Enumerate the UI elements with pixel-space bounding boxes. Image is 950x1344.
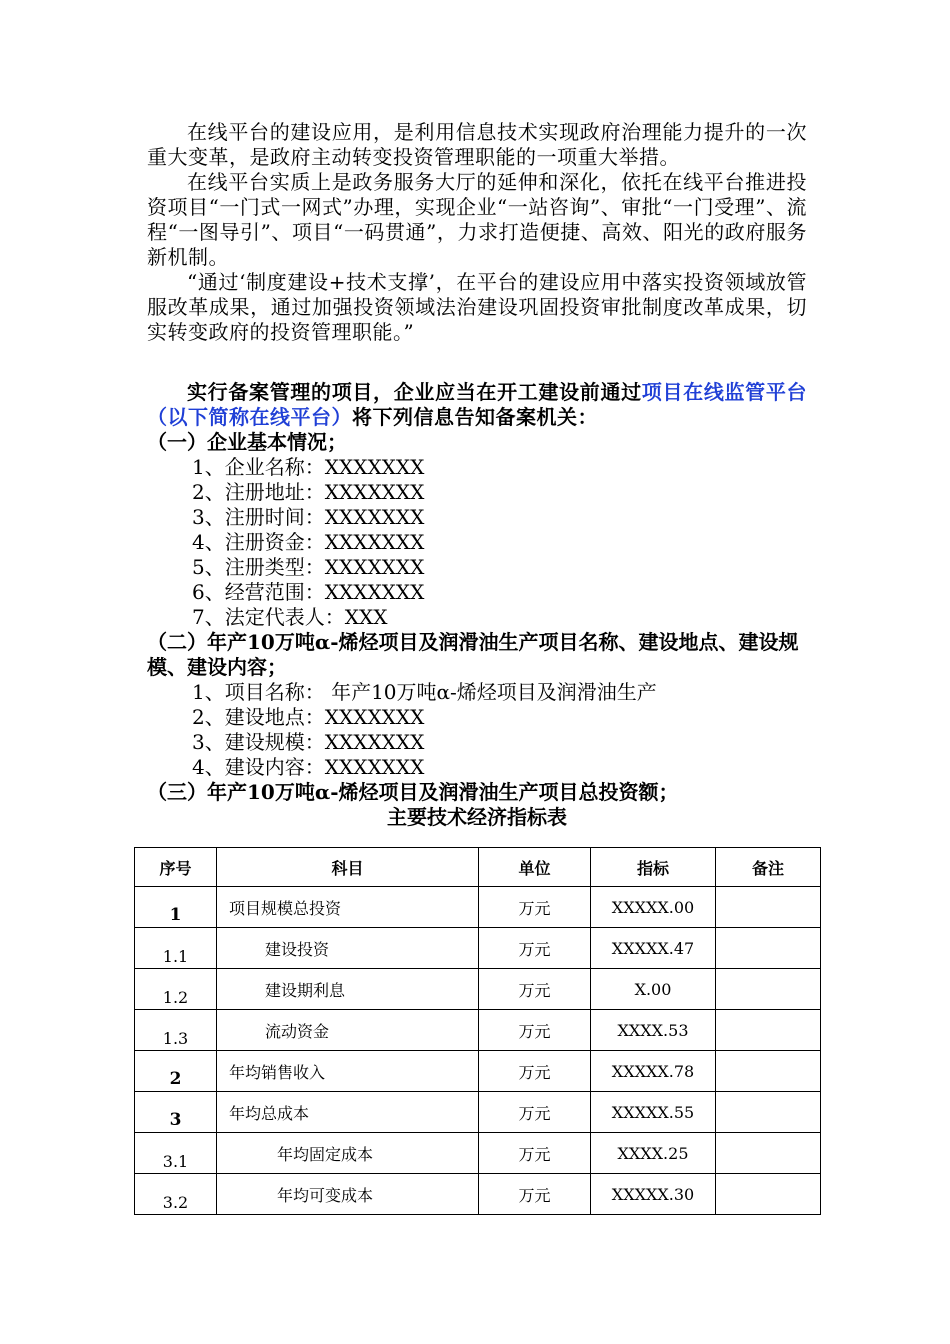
list-item: 5、注册类型：XXXXXXX xyxy=(192,555,425,579)
list-item: 2、建设地点：XXXXXXX xyxy=(192,705,425,729)
list-item: 4、注册资金：XXXXXXX xyxy=(192,530,425,554)
filing-lead: 实行备案管理的项目，企业应当在开工建设前通过 xyxy=(187,380,642,404)
row-unit: 万元 xyxy=(479,887,591,928)
intro-paragraph-3: “通过‘制度建设+技术支撑’，在平台的建设应用中落实投资领域放管服改革成果，通过加强投资领域法治建设巩固投资审批制度改革成果，切实转变政府的投资管理职能。” xyxy=(147,270,807,344)
row-no: 3.1 xyxy=(135,1133,217,1174)
header-unit: 单位 xyxy=(479,848,591,887)
row-unit: 万元 xyxy=(479,1051,591,1092)
filing-tail: 将下列信息告知备案机关： xyxy=(352,405,598,429)
row-unit: 万元 xyxy=(479,1174,591,1215)
table-row xyxy=(135,1133,821,1174)
row-name: 建设投资 xyxy=(217,928,479,969)
row-no: 3.2 xyxy=(135,1174,217,1215)
intro-paragraph-2: 在线平台实质上是政务服务大厅的延伸和深化，依托在线平台推进投资项目“一门式一网式”办理，实现企业“一站咨询”、审批“一门受理”、流程“一图导引”、项目“一码贯通”，力求打造便捷、高效、阳光的政府服务新机制。 xyxy=(147,170,807,269)
row-note xyxy=(716,1174,821,1215)
row-note xyxy=(716,887,821,928)
platform-link[interactable]: 项目在线监管平台（以下简称在线平台） xyxy=(147,380,808,429)
row-value: XXXXX.78 xyxy=(591,1051,716,1092)
row-name: 年均总成本 xyxy=(217,1092,479,1133)
intro-paragraph-1: 在线平台的建设应用，是利用信息技术实现政府治理能力提升的一次重大变革，是政府主动转变投资管理职能的一项重大举措。 xyxy=(147,120,807,169)
table-title: 主要技术经济指标表 xyxy=(387,805,567,829)
row-value: XXXXX.47 xyxy=(591,928,716,969)
row-no: 1 xyxy=(135,887,217,928)
document-body xyxy=(147,120,807,829)
row-name: 年均可变成本 xyxy=(217,1174,479,1215)
table-row xyxy=(135,1174,821,1215)
spacer xyxy=(147,345,807,380)
row-name: 年均销售收入 xyxy=(217,1051,479,1092)
table-row xyxy=(135,1010,821,1051)
row-no: 3 xyxy=(135,1092,217,1133)
header-note: 备注 xyxy=(716,848,821,887)
row-no: 1.1 xyxy=(135,928,217,969)
row-unit: 万元 xyxy=(479,1092,591,1133)
filing-paragraph xyxy=(147,380,807,430)
row-name: 项目规模总投资 xyxy=(217,887,479,928)
table-row xyxy=(135,887,821,928)
indicator-table xyxy=(134,847,821,1215)
row-unit: 万元 xyxy=(479,1010,591,1051)
row-name: 年均固定成本 xyxy=(217,1133,479,1174)
table-row xyxy=(135,928,821,969)
row-name: 建设期利息 xyxy=(217,969,479,1010)
list-item: 1、企业名称：XXXXXXX xyxy=(192,455,425,479)
row-unit: 万元 xyxy=(479,1133,591,1174)
row-note xyxy=(716,1092,821,1133)
table-row xyxy=(135,1051,821,1092)
row-note xyxy=(716,969,821,1010)
row-value: XXXX.53 xyxy=(591,1010,716,1051)
row-unit: 万元 xyxy=(479,969,591,1010)
row-value: XXXXX.30 xyxy=(591,1174,716,1215)
list-item: 6、经营范围：XXXXXXX xyxy=(192,580,425,604)
row-no: 2 xyxy=(135,1051,217,1092)
list-item: 4、建设内容：XXXXXXX xyxy=(192,755,425,779)
list-item: 7、法定代表人：XXX xyxy=(192,605,388,629)
section-3-heading: （三）年产10万吨α-烯烃项目及润滑油生产项目总投资额； xyxy=(147,780,679,804)
section-1-heading: （一）企业基本情况； xyxy=(147,430,347,454)
header-no: 序号 xyxy=(135,848,217,887)
list-item: 1、项目名称： 年产10万吨α-烯烃项目及润滑油生产 xyxy=(192,680,657,704)
list-item: 2、注册地址：XXXXXXX xyxy=(192,480,425,504)
row-note xyxy=(716,1133,821,1174)
row-note xyxy=(716,1051,821,1092)
row-unit: 万元 xyxy=(479,928,591,969)
list-item: 3、建设规模：XXXXXXX xyxy=(192,730,425,754)
row-value: X.00 xyxy=(591,969,716,1010)
row-value: XXXX.25 xyxy=(591,1133,716,1174)
row-no: 1.3 xyxy=(135,1010,217,1051)
row-no: 1.2 xyxy=(135,969,217,1010)
header-item: 科目 xyxy=(217,848,479,887)
list-item: 3、注册时间：XXXXXXX xyxy=(192,505,425,529)
table-header-row xyxy=(135,848,821,887)
row-name: 流动资金 xyxy=(217,1010,479,1051)
row-value: XXXXX.55 xyxy=(591,1092,716,1133)
table-row xyxy=(135,969,821,1010)
row-note xyxy=(716,1010,821,1051)
row-note xyxy=(716,928,821,969)
table-row xyxy=(135,1092,821,1133)
section-2-heading: （二）年产10万吨α-烯烃项目及润滑油生产项目名称、建设地点、建设规模、建设内容； xyxy=(147,630,799,679)
row-value: XXXXX.00 xyxy=(591,887,716,928)
header-value: 指标 xyxy=(591,848,716,887)
